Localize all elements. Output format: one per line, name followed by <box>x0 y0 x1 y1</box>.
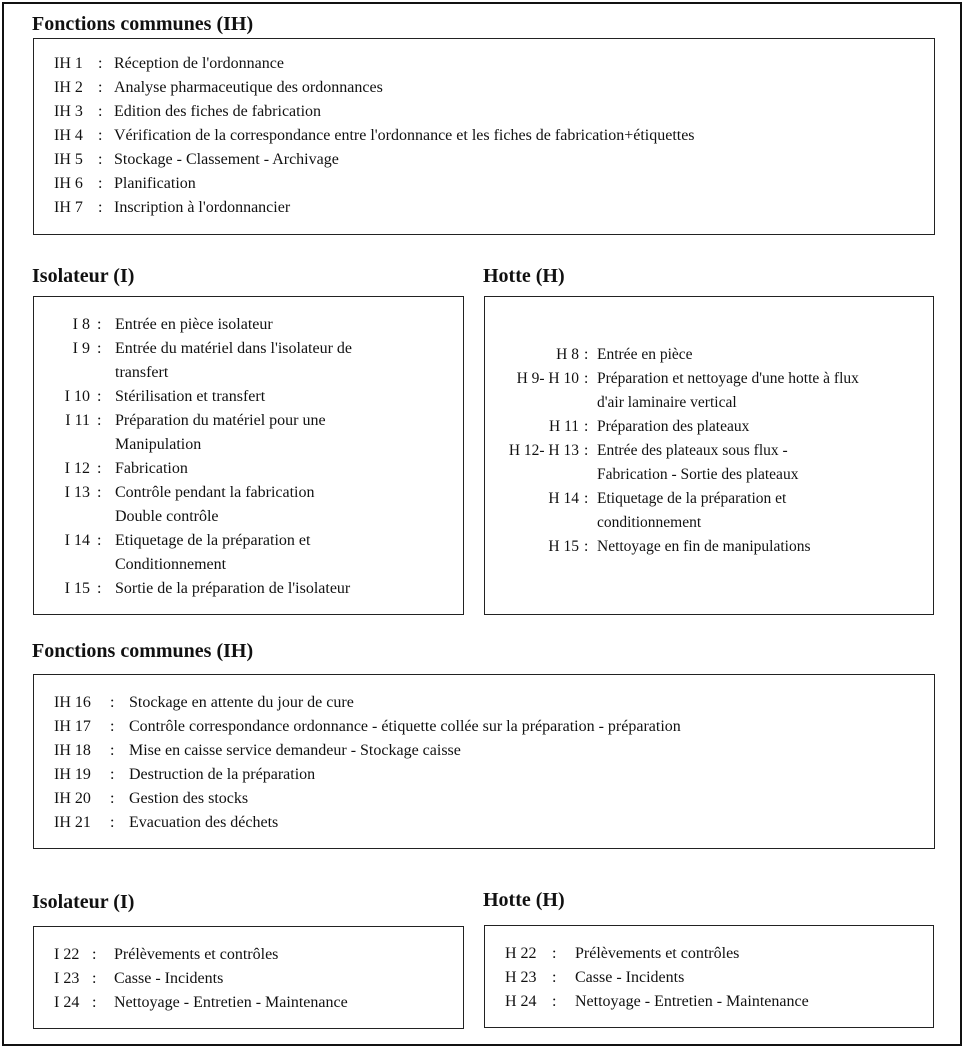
list-item <box>485 487 933 535</box>
item-text: Préparation des plateaux <box>597 418 750 435</box>
item-separator: : <box>552 969 557 986</box>
item-separator: : <box>552 945 557 962</box>
item-text: Contrôle correspondance ordonnance - étiquette collée sur la préparation - préparation <box>129 718 681 735</box>
item-text: Planification <box>114 175 196 192</box>
item-separator: : <box>98 151 103 168</box>
item-separator: : <box>92 946 97 963</box>
item-text: Entrée en pièce <box>597 346 693 363</box>
list-item <box>34 811 934 835</box>
item-code: I 11 <box>65 412 90 429</box>
item-separator: : <box>97 316 102 333</box>
item-separator: : <box>110 694 115 711</box>
item-code: IH 17 <box>54 718 91 735</box>
item-text: d'air laminaire vertical <box>597 394 737 411</box>
item-code: IH 21 <box>54 814 91 831</box>
isolateur-box-1 <box>33 296 464 615</box>
list-item <box>34 385 463 409</box>
item-separator: : <box>584 418 589 435</box>
item-text: Prélèvements et contrôles <box>575 945 740 962</box>
item-code: H 9- H 10 <box>516 370 579 387</box>
item-text: Nettoyage en fin de manipulations <box>597 538 811 555</box>
item-code: IH 6 <box>54 175 83 192</box>
item-code: I 10 <box>64 388 90 405</box>
list-item <box>485 343 933 367</box>
item-code: I 8 <box>72 316 90 333</box>
item-code: IH 2 <box>54 79 83 96</box>
item-code: IH 1 <box>54 55 83 72</box>
common-functions-box-2 <box>33 674 935 849</box>
list-item <box>34 457 463 481</box>
section-heading-common-2: Fonctions communes (IH) <box>32 640 254 662</box>
list-item <box>34 337 463 385</box>
item-text: Stérilisation et transfert <box>115 388 266 405</box>
item-code: IH 5 <box>54 151 83 168</box>
item-text: Conditionnement <box>115 556 227 573</box>
list-item <box>485 439 933 487</box>
list-item <box>34 715 934 739</box>
item-text: Contrôle pendant la fabrication <box>115 484 315 501</box>
item-separator: : <box>97 460 102 477</box>
item-code: H 11 <box>549 418 579 435</box>
list-item <box>34 100 934 124</box>
item-separator: : <box>92 970 97 987</box>
item-text: Evacuation des déchets <box>129 814 279 831</box>
list-item <box>34 991 463 1015</box>
item-separator: : <box>98 79 103 96</box>
item-separator: : <box>110 766 115 783</box>
item-separator: : <box>584 346 589 363</box>
item-text: Fabrication <box>115 460 188 477</box>
item-code: I 13 <box>64 484 90 501</box>
item-code: IH 18 <box>54 742 91 759</box>
item-separator: : <box>98 127 103 144</box>
item-text: Analyse pharmaceutique des ordonnances <box>114 79 383 96</box>
item-code: IH 7 <box>54 199 83 216</box>
item-code: H 23 <box>505 969 537 986</box>
item-text: Edition des fiches de fabrication <box>114 103 322 120</box>
item-text: Prélèvements et contrôles <box>114 946 279 963</box>
item-text: Stockage en attente du jour de cure <box>129 694 354 711</box>
section-heading-isolateur-2: Isolateur (I) <box>32 891 135 913</box>
list-item <box>485 415 933 439</box>
item-separator: : <box>110 790 115 807</box>
section-heading-hotte-1: Hotte (H) <box>483 265 565 287</box>
list-item <box>34 481 463 529</box>
item-code: IH 19 <box>54 766 91 783</box>
item-separator: : <box>552 993 557 1010</box>
list-item <box>485 535 933 559</box>
list-item <box>34 313 463 337</box>
item-text: Etiquetage de la préparation et <box>597 490 787 507</box>
list-item <box>485 990 933 1014</box>
item-text: Manipulation <box>115 436 202 453</box>
item-separator: : <box>98 103 103 120</box>
section-heading-isolateur-1: Isolateur (I) <box>32 265 135 287</box>
list-item <box>34 691 934 715</box>
item-code: H 22 <box>505 945 537 962</box>
item-separator: : <box>97 580 102 597</box>
item-separator: : <box>110 814 115 831</box>
item-code: H 14 <box>548 490 579 507</box>
item-text: conditionnement <box>597 514 702 531</box>
item-text: Gestion des stocks <box>129 790 249 807</box>
list-item <box>34 739 934 763</box>
item-separator: : <box>584 538 589 555</box>
list-item <box>34 409 463 457</box>
item-separator: : <box>584 490 589 507</box>
item-code: H 8 <box>556 346 579 363</box>
item-separator: : <box>98 55 103 72</box>
item-text: Casse - Incidents <box>114 970 224 987</box>
item-text: Réception de l'ordonnance <box>114 55 284 72</box>
item-text: Vérification de la correspondance entre l'ordonnance et les fiches de fabrication+étiquettes <box>114 127 695 144</box>
list-item <box>485 942 933 966</box>
item-code: I 23 <box>54 970 80 987</box>
item-separator: : <box>97 484 102 501</box>
list-item <box>34 577 463 601</box>
list-item <box>34 943 463 967</box>
section-heading-hotte-2: Hotte (H) <box>483 889 565 911</box>
item-code: I 12 <box>64 460 90 477</box>
item-text: Entrée du matériel dans l'isolateur de <box>115 340 353 357</box>
item-text: transfert <box>115 364 169 381</box>
item-text: Entrée en pièce isolateur <box>115 316 273 333</box>
list-item <box>485 966 933 990</box>
list-item <box>34 76 934 100</box>
list-item <box>34 124 934 148</box>
item-text: Casse - Incidents <box>575 969 685 986</box>
item-code: IH 16 <box>54 694 91 711</box>
list-item <box>34 787 934 811</box>
list-item <box>485 367 933 415</box>
item-text: Stockage - Classement - Archivage <box>114 151 339 168</box>
list-item <box>34 529 463 577</box>
item-separator: : <box>98 199 103 216</box>
item-code: I 9 <box>72 340 90 357</box>
list-item <box>34 763 934 787</box>
item-separator: : <box>584 370 589 387</box>
item-code: I 14 <box>64 532 90 549</box>
item-text: Entrée des plateaux sous flux - <box>597 442 788 459</box>
list-item <box>34 172 934 196</box>
item-text: Préparation et nettoyage d'une hotte à flux <box>597 370 859 387</box>
item-separator: : <box>92 994 97 1011</box>
item-code: I 24 <box>54 994 80 1011</box>
hotte-box-2 <box>484 925 934 1028</box>
item-separator: : <box>97 388 102 405</box>
list-item <box>34 52 934 76</box>
list-item <box>34 196 934 220</box>
item-text: Préparation du matériel pour une <box>115 412 326 429</box>
hotte-box-1 <box>484 296 934 615</box>
item-separator: : <box>110 742 115 759</box>
item-text: Double contrôle <box>115 508 219 525</box>
item-text: Destruction de la préparation <box>129 766 316 783</box>
item-separator: : <box>110 718 115 735</box>
item-code: IH 3 <box>54 103 83 120</box>
item-separator: : <box>98 175 103 192</box>
common-functions-box-1 <box>33 38 935 235</box>
item-separator: : <box>97 532 102 549</box>
item-code: I 15 <box>64 580 90 597</box>
item-text: Mise en caisse service demandeur - Stockage caisse <box>129 742 461 759</box>
item-code: IH 20 <box>54 790 91 807</box>
item-code: H 12- H 13 <box>508 442 579 459</box>
list-item <box>34 967 463 991</box>
list-item <box>34 148 934 172</box>
item-text: Etiquetage de la préparation et <box>115 532 311 549</box>
item-text: Sortie de la préparation de l'isolateur <box>115 580 351 597</box>
item-code: IH 4 <box>54 127 83 144</box>
item-text: Inscription à l'ordonnancier <box>114 199 291 216</box>
item-text: Nettoyage - Entretien - Maintenance <box>114 994 348 1011</box>
item-text: Nettoyage - Entretien - Maintenance <box>575 993 809 1010</box>
item-code: H 15 <box>548 538 579 555</box>
section-heading-common-1: Fonctions communes (IH) <box>32 13 254 35</box>
item-text: Fabrication - Sortie des plateaux <box>597 466 799 483</box>
item-code: H 24 <box>505 993 537 1010</box>
isolateur-box-2 <box>33 926 464 1029</box>
item-separator: : <box>584 442 589 459</box>
item-code: I 22 <box>54 946 80 963</box>
item-separator: : <box>97 412 102 429</box>
item-separator: : <box>97 340 102 357</box>
